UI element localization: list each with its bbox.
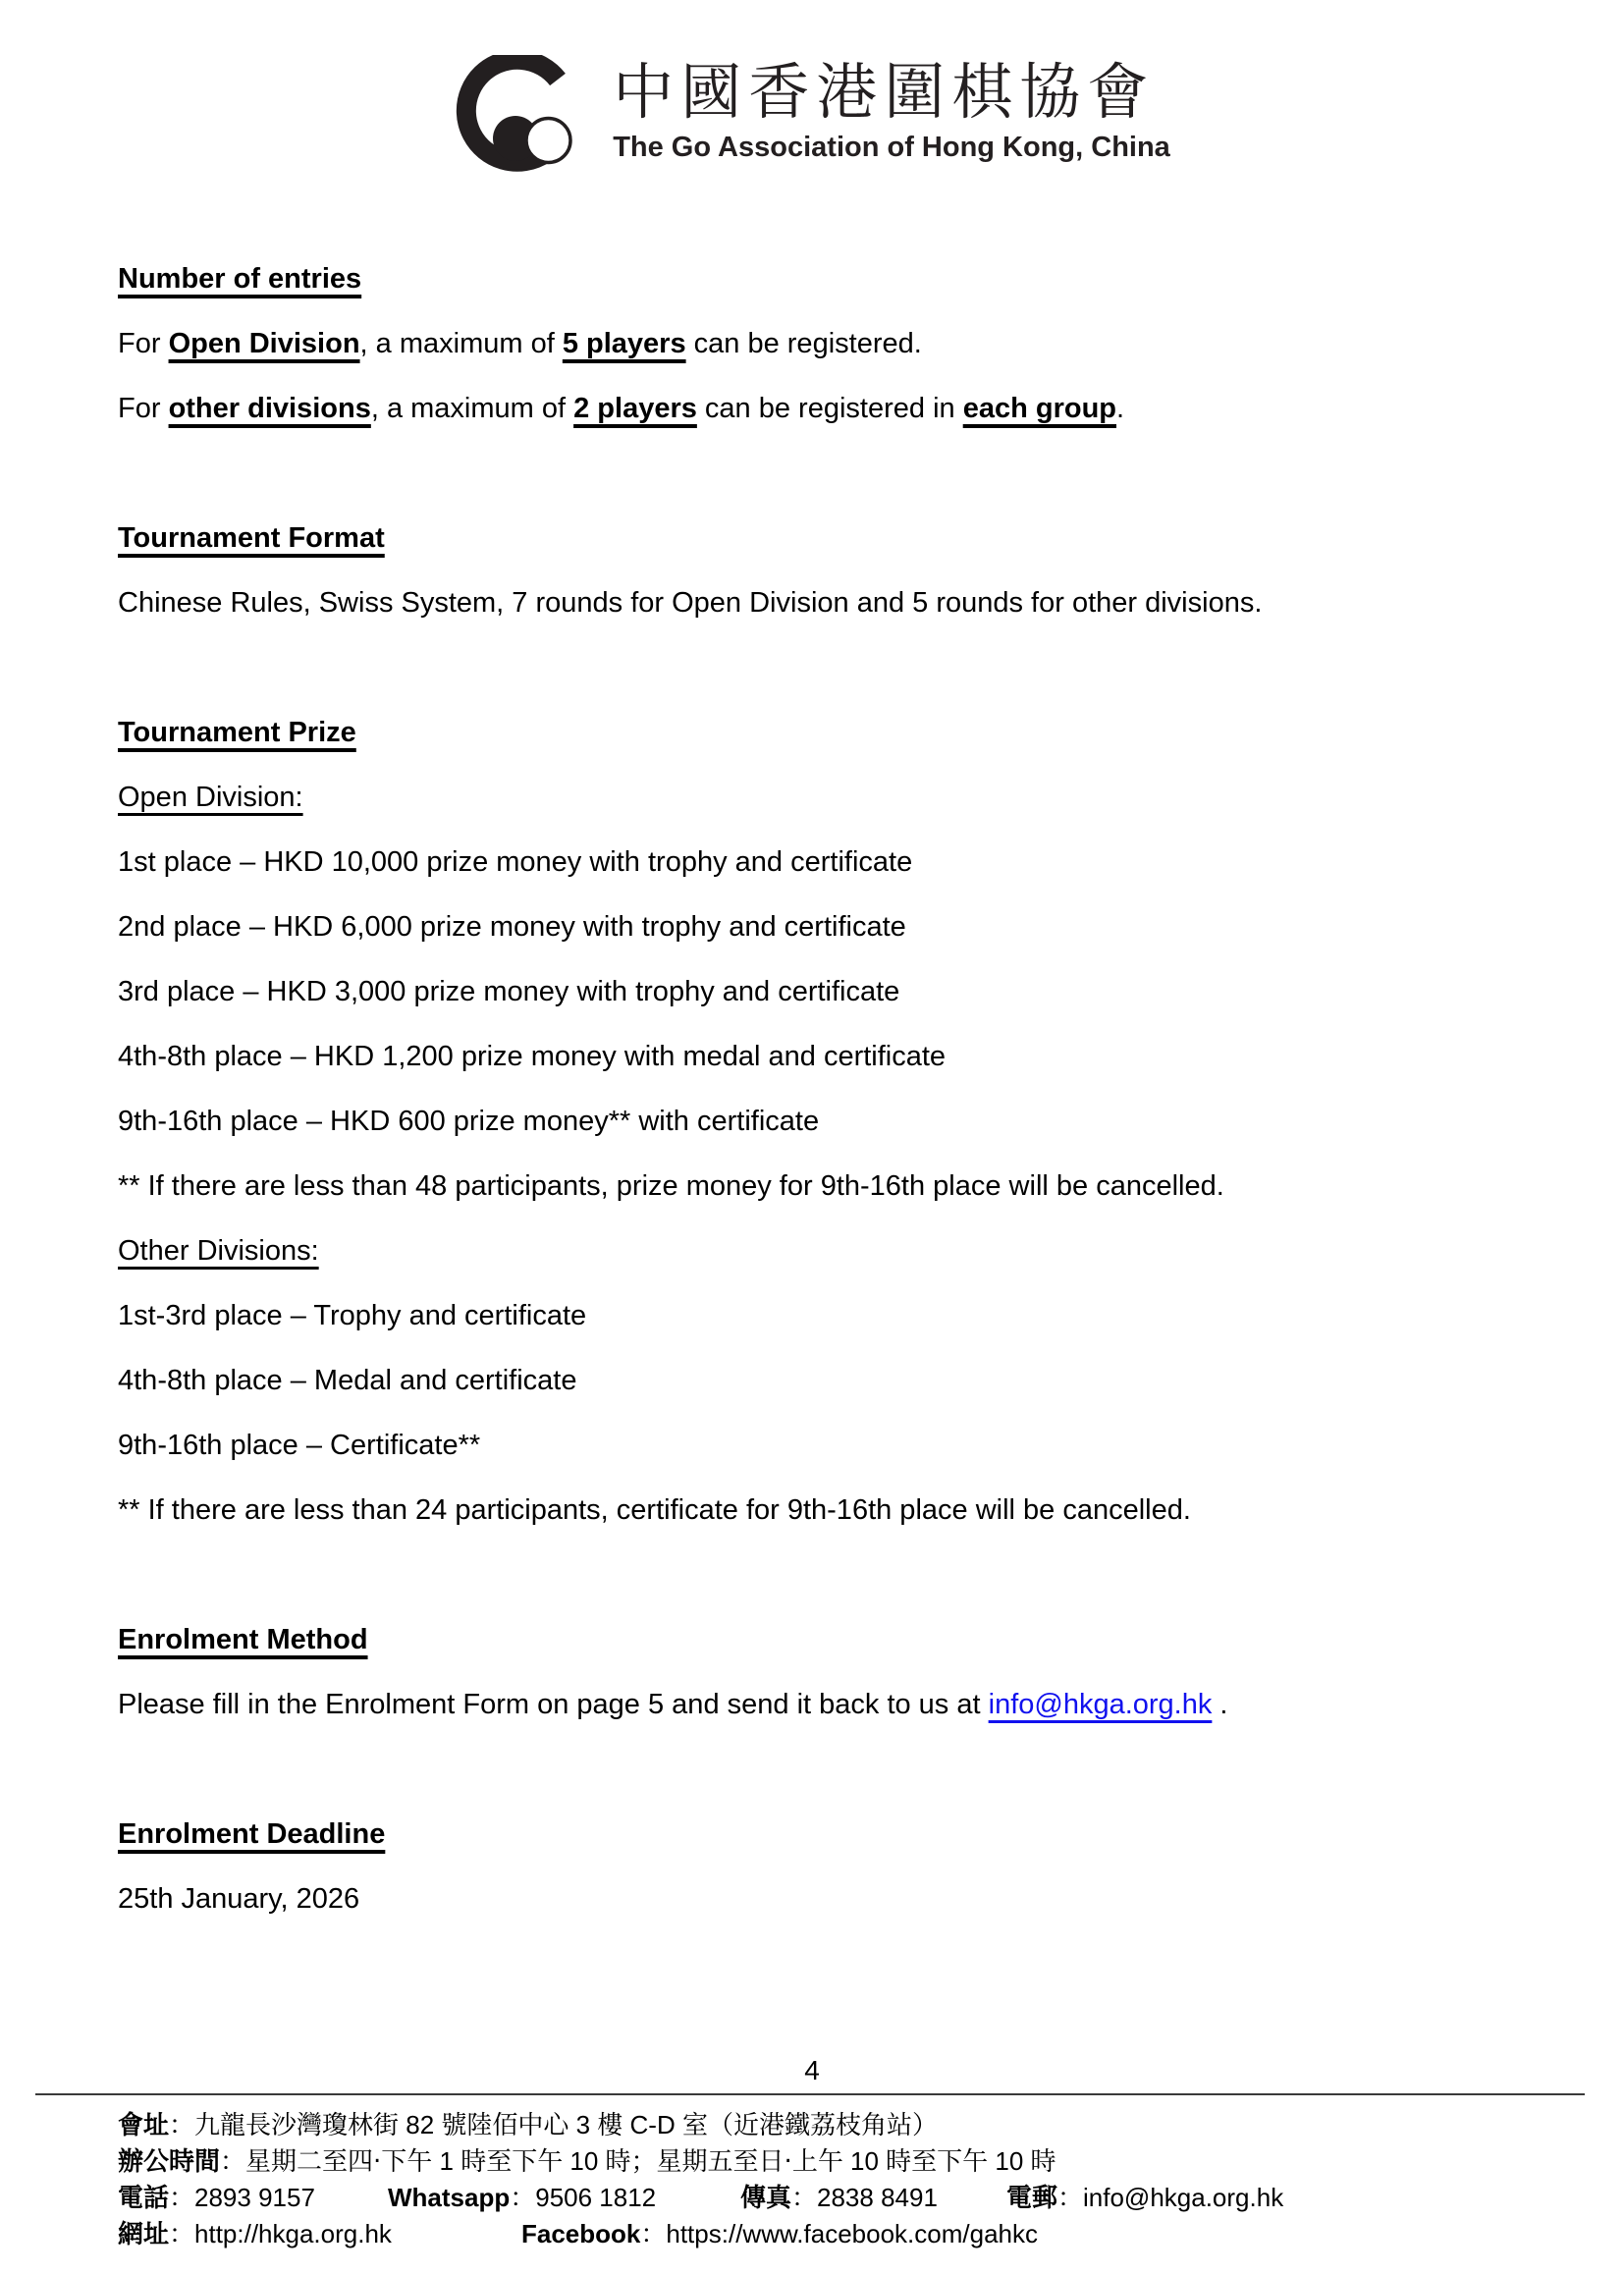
- enrolment-method-line: Please fill in the Enrolment Form on page 5 and send it back to us at info@hkga.org.hk .: [118, 1689, 1228, 1720]
- whatsapp-label: Whatsapp: [388, 2183, 511, 2212]
- website-label: 網址: [118, 2219, 170, 2248]
- section-heading-tournament-format: Tournament Format: [118, 522, 385, 554]
- section-heading-number-of-entries: Number of entries: [118, 263, 362, 295]
- document-body: [0, 175, 1624, 1914]
- footer-phone-line: [118, 2180, 1585, 2216]
- subheading-other-divisions: Other Divisions:: [118, 1235, 319, 1267]
- facebook-item: [521, 2216, 1038, 2252]
- email-label: 電郵: [1006, 2183, 1058, 2212]
- entries-open-division-line: For Open Division, a maximum of 5 players can be registered.: [118, 328, 922, 359]
- enrolment-deadline-line: 25th January, 2026: [118, 1883, 360, 1915]
- email-value: ：info@hkga.org.hk: [1057, 2183, 1284, 2212]
- subheading-open-division: Open Division:: [118, 782, 303, 813]
- other-divisions-emphasis: other divisions: [168, 393, 371, 424]
- facebook-label: Facebook: [521, 2219, 641, 2248]
- footer-hours-line: [118, 2143, 1585, 2180]
- footer-divider: [35, 2093, 1585, 2095]
- footer-web-line: [118, 2216, 1585, 2252]
- prize-open-line: 3rd place – HKD 3,000 prize money with trophy and certificate: [118, 976, 900, 1007]
- prize-open-line: 1st place – HKD 10,000 prize money with trophy and certificate: [118, 846, 913, 878]
- open-division-emphasis: Open Division: [168, 328, 360, 359]
- footer-contact-block: [0, 2107, 1624, 2274]
- telephone-value: ：2893 9157: [169, 2183, 315, 2212]
- logo-text: [613, 55, 1170, 163]
- office-hours-value: ：星期二至四‧下午 1 時至下午 10 時；星期五至日‧上午 10 時至下午 10 時: [220, 2146, 1056, 2176]
- website-item: [118, 2216, 521, 2252]
- section-heading-enrolment-deadline: Enrolment Deadline: [118, 1818, 386, 1850]
- fax-value: ：2838 8491: [791, 2183, 938, 2212]
- association-name-chinese: 中國香港圍棋協會: [613, 59, 1156, 127]
- fax-item: [740, 2180, 1006, 2216]
- header: [0, 0, 1624, 175]
- prize-other-line: 4th-8th place – Medal and certificate: [118, 1365, 577, 1396]
- section-heading-tournament-prize: Tournament Prize: [118, 717, 356, 748]
- address-label: 會址: [118, 2110, 170, 2139]
- telephone-label: 電話: [118, 2183, 170, 2212]
- whatsapp-item: [388, 2180, 740, 2216]
- office-hours-label: 辦公時間: [118, 2146, 221, 2176]
- prize-open-line: 4th-8th place – HKD 1,200 prize money with medal and certificate: [118, 1041, 947, 1072]
- email-item: [1006, 2180, 1283, 2216]
- prize-other-line: 9th-16th place – Certificate**: [118, 1430, 481, 1461]
- five-players-emphasis: 5 players: [562, 328, 686, 359]
- prize-other-note: ** If there are less than 24 participants, certificate for 9th-16th place will be cancelled.: [118, 1494, 1191, 1526]
- website-value: ：http://hkga.org.hk: [169, 2219, 392, 2248]
- section-heading-enrolment-method: Enrolment Method: [118, 1624, 368, 1655]
- entries-other-divisions-line: For other divisions, a maximum of 2 players can be registered in each group.: [118, 393, 1125, 424]
- telephone-item: [118, 2180, 388, 2216]
- prize-other-line: 1st-3rd place – Trophy and certificate: [118, 1300, 587, 1331]
- prize-open-line: 2nd place – HKD 6,000 prize money with trophy and certificate: [118, 911, 906, 943]
- go-association-logo-icon: [454, 55, 599, 175]
- prize-open-line: 9th-16th place – HKD 600 prize money** with certificate: [118, 1106, 820, 1137]
- address-value: ：九龍長沙灣瓊林街 82 號陸佰中心 3 樓 C-D 室（近港鐵荔枝角站）: [169, 2110, 938, 2139]
- association-name-english: The Go Association of Hong Kong, China: [613, 132, 1170, 163]
- each-group-emphasis: each group: [962, 393, 1117, 424]
- fax-label: 傳真: [740, 2183, 792, 2212]
- footer: [0, 2056, 1624, 2274]
- page-number: 4: [804, 2055, 820, 2085]
- footer-address-line: [118, 2107, 1585, 2143]
- facebook-value: ：https://www.facebook.com/gahkc: [640, 2219, 1039, 2248]
- two-players-emphasis: 2 players: [573, 393, 697, 424]
- whatsapp-value: ：9506 1812: [510, 2183, 657, 2212]
- prize-open-note: ** If there are less than 48 participants, prize money for 9th-16th place will be cancelled.: [118, 1170, 1224, 1202]
- enrolment-email-link[interactable]: info@hkga.org.hk: [988, 1689, 1213, 1720]
- tournament-format-line: Chinese Rules, Swiss System, 7 rounds for Open Division and 5 rounds for other divisions.: [118, 587, 1263, 619]
